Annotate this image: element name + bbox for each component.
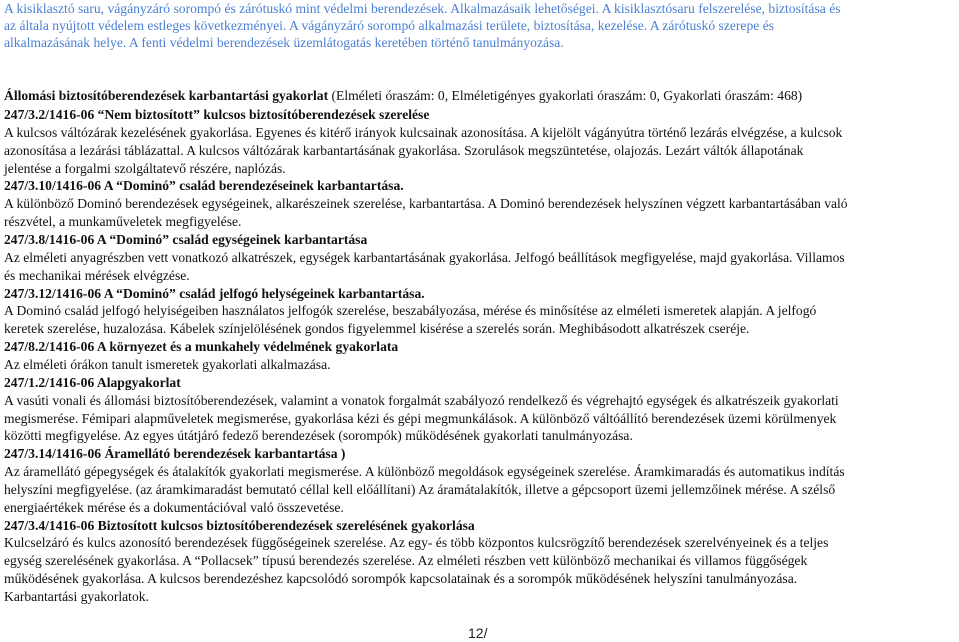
heading-text: 247/3.14/1416-06 Áramellátó berendezések karbantartása )	[4, 446, 346, 462]
paragraph-text: helyszíni megfigyelése. (az áramkimaradást bemutató céllal kell előállítani) Az áramátalakítók, illetve a gépcsoport üzemi jellemzőinek mérése. A szélső	[4, 481, 836, 497]
section-paragraph-line	[4, 570, 797, 587]
paragraph-text: részvétel, a munkaműveletek megfigyelése.	[4, 214, 242, 230]
heading-text: 247/3.2/1416-06 “Nem biztosított” kulcsos biztosítóberendezések szerelése	[4, 107, 430, 122]
paragraph-text: jelentése a forgalmi szolgáltatevő részére, naplózás.	[4, 160, 286, 176]
section-paragraph-line	[4, 588, 149, 605]
paragraph-text: működésének gyakorlása. A kulcsos berendezéshez kapcsolódó sorompók kapcsolatainak és a sorompók működésének helyszíni tanulmányozása.	[4, 571, 798, 587]
heading-text: 247/8.2/1416-06 A környezet és a munkahely védelmének gyakorlata	[4, 339, 399, 355]
course-title	[4, 87, 802, 104]
paragraph-text: megismerése. Fémipari alapműveletek megismerése, gyakorlása kézi és gépi megmunkálások. A különböző váltóállító berendezések üzemi körülmenyek	[4, 410, 837, 426]
intro-line: A kisiklasztó saru, vágányzáró sorompó és zárótuskó mint védelmi berendezések. Alkalmazásaik lehetőségei. A kisiklasztósaru felszerelése, biztosítása és	[4, 1, 841, 16]
section-heading	[4, 374, 181, 391]
section-paragraph-line	[4, 142, 803, 159]
paragraph-text: Az elméleti anyagrészben vett vonatkozó alkatrészek, egységek karbantartásának gyakorlása. Jelfogó beállítások megfigyelése, majd gyakorlása. Villamos	[4, 249, 845, 265]
section-paragraph-line	[4, 481, 835, 498]
heading-text: 247/3.8/1416-06 A “Dominó” család egységeinek karbantartása	[4, 232, 368, 247]
paragraph-text: A vasúti vonali és állomási biztosítóberendezések, valamint a vonatok forgalmát szabályozó rendelkező és végrehajtó egységek és alkatrészeik gyakorlati	[4, 392, 839, 408]
section-heading	[4, 106, 429, 123]
section-paragraph-line	[4, 160, 286, 177]
page-number: 12/	[468, 625, 488, 641]
paragraph-text: A kulcsos váltózárak kezelésének gyakorlása. Egyenes és kitérő irányok kulcsainak azonosítása. A kijelölt vágányútra történő lezárás elvégzése, a kulcsok	[4, 124, 843, 140]
paragraph-text: és mechanikai mérések elvégzése.	[4, 267, 190, 283]
heading-text: 247/1.2/1416-06 Alapgyakorlat	[4, 374, 181, 390]
paragraph-text: A különböző Dominó berendezések egységeinek, alkarészeinek szerelése, karbantartása. A Dominó berendezések helyszínen végzett karbantartásában való	[4, 196, 848, 212]
paragraph-text: azonosítása a lezárási táblázattal. A kulcsos váltózárak karbantartásának gyakorlása. Szorulások megszüntetése, olajozás. Lezárt váltók állapotának	[4, 142, 804, 158]
section-heading	[4, 177, 404, 194]
paragraph-text: közötti megfigyelése. Az egyes útátjáró fedező berendezések (sorompók) működésének gyakorlati tanulmányozása.	[4, 428, 633, 444]
section-heading	[4, 285, 425, 302]
paragraph-text: Karbantartási gyakorlatok.	[4, 589, 149, 604]
paragraph-text: A Dominó család jelfogó helyiségeiben használatos jelfogók szerelése, beszabályozása, mérése és minősítése az elméleti ismeretek alapján. A jelfogó	[4, 303, 817, 319]
section-paragraph-line	[4, 249, 845, 266]
section-paragraph-line	[4, 552, 807, 569]
paragraph-text: egység szerelésének gyakorlása. A “Pollacsek” típusú berendezés szerelése. Az elméleti részben vett különböző mechanikai és villamos függőségek	[4, 553, 808, 569]
intro-line: alkalmazásának helye. A fenti védelmi berendezések üzemlátogatás keretében történő tanulmányozása.	[4, 35, 564, 50]
paragraph-text: energiaértékek mérése és a dokumentációval való összevetése.	[4, 499, 344, 515]
intro-line: az általa nyújtott védelem estleges következményei. A vágányzáró sorompó alkalmazási területe, biztosítása, kezelése. A zárótuskó szerepe és	[4, 18, 775, 33]
course-title-bold: Állomási biztosítóberendezések karbantartási gyakorlat	[4, 88, 329, 103]
heading-text: 247/3.12/1416-06 A “Dominó” család jelfogó helységeinek karbantartása.	[4, 285, 425, 301]
heading-text: 247/3.10/1416-06 A “Dominó” család berendezéseinek karbantartása.	[4, 178, 404, 194]
section-paragraph-line	[4, 213, 241, 230]
heading-text: 247/3.4/1416-06 Biztosított kulcsos biztosítóberendezések szerelésének gyakorlása	[4, 517, 475, 533]
section-paragraph-line	[4, 356, 331, 373]
section-paragraph-line	[4, 427, 633, 444]
section-paragraph-line	[4, 195, 848, 212]
section-paragraph-line	[4, 392, 839, 409]
section-heading	[4, 517, 475, 534]
paragraph-text: Az elméleti órákon tanult ismeretek gyakorlati alkalmazása.	[4, 356, 331, 372]
section-paragraph-line	[4, 534, 828, 551]
section-heading	[4, 338, 398, 355]
section-heading	[4, 445, 345, 462]
section-paragraph-line	[4, 410, 836, 427]
section-paragraph-line	[4, 463, 845, 480]
section-heading	[4, 231, 367, 248]
paragraph-text: Az áramellátó gépegységek és átalakítók gyakorlati megismerése. A különböző megoldások egységeinek szerelése. Áramkimaradás és automatikus indítás	[4, 464, 845, 479]
section-paragraph-line	[4, 499, 344, 516]
paragraph-text: Kulcselzáró és kulcs azonosító berendezések függőségeinek szerelése. Az egy- és több központos kulcsrögzítő berendezések szerelvényeinek és a teljes	[4, 535, 829, 551]
section-paragraph-line	[4, 124, 842, 141]
paragraph-text: keretek szerelése, huzalozása. Kábelek színjelölésének gondos figyelemmel kisérése a szerelés során. Meghibásodott alkatrészek cseréje.	[4, 321, 750, 337]
course-title-hours: (Elméleti óraszám: 0, Elméletigényes gyakorlati óraszám: 0, Gyakorlati óraszám: 468)	[328, 88, 803, 103]
section-paragraph-line	[4, 320, 749, 337]
section-paragraph-line	[4, 302, 816, 319]
section-paragraph-line	[4, 267, 190, 284]
